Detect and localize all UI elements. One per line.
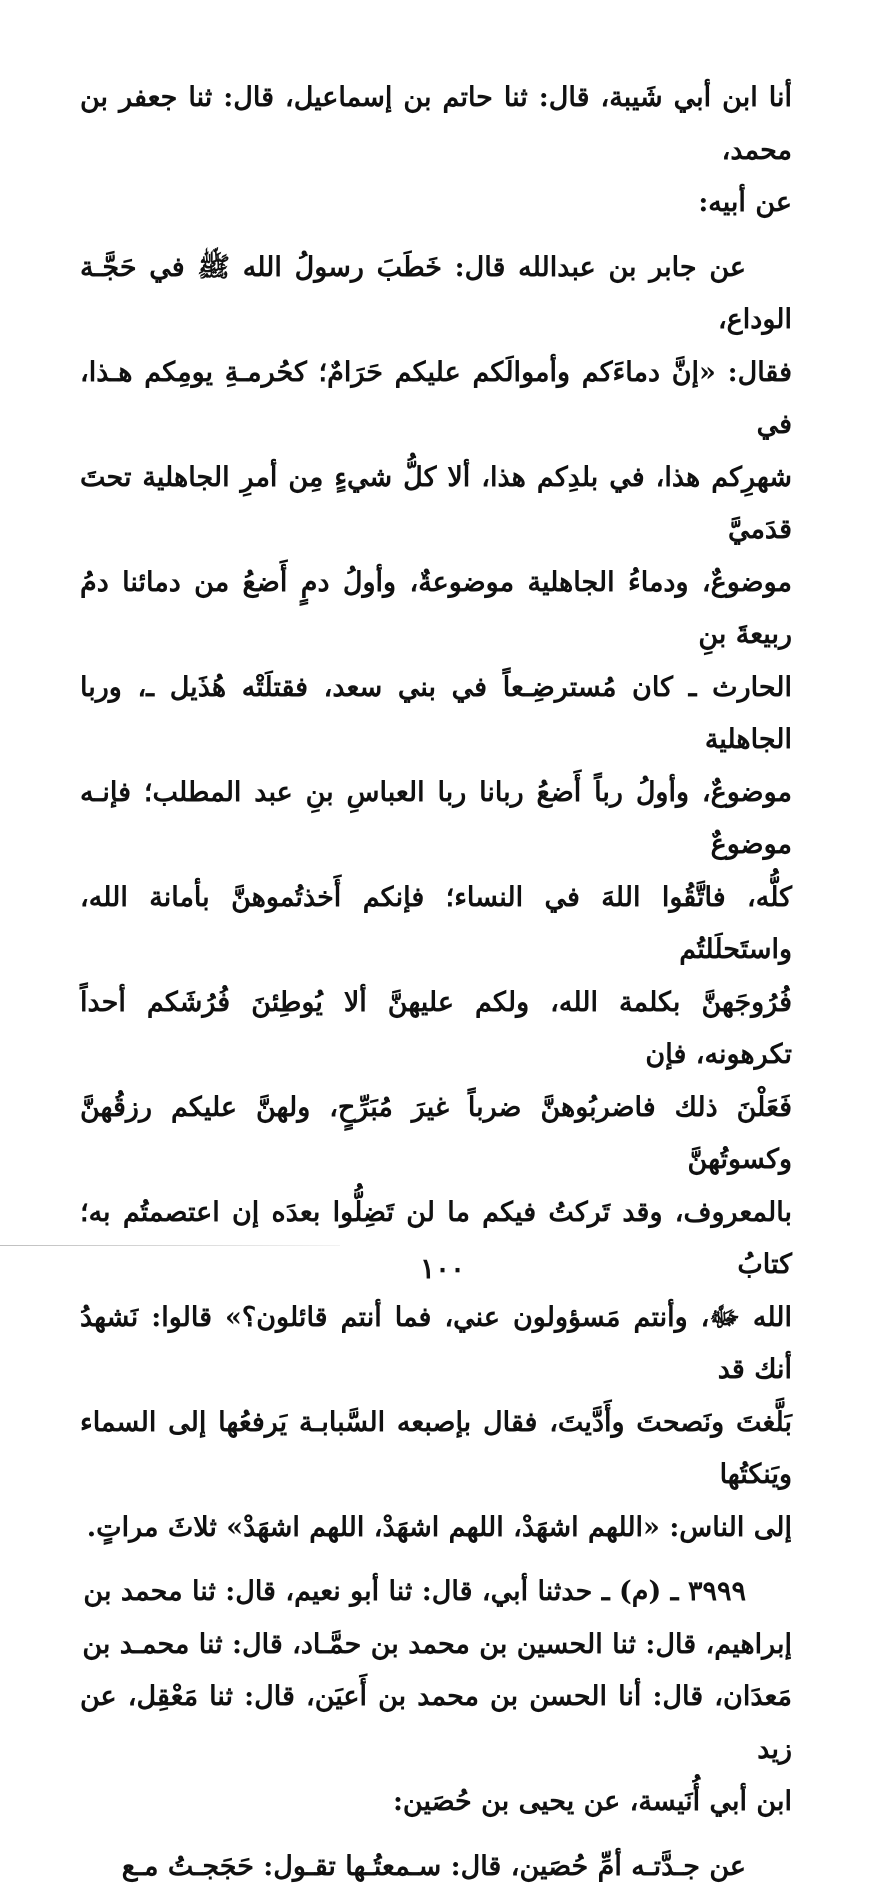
hadith-3999-paragraph <box>80 1566 792 1829</box>
hadith-number: ٣٩٩٩ <box>688 1576 746 1607</box>
hadith-text-paragraph: عن جابر بن عبدالله قال: خَطَبَ رسولُ الله ﷺ في حَجَّـة الوداع، فقال: «إنَّ دماءَكم وأموالَكم عليكم حَرَامٌ؛ كحُرمـةِ يومِكم هـذا، في شهرِكم هذا، في بلدِكم هذا، ألا كلُّ شيءٍ مِن أمرِ الجاهلية تحتَ قدَميَّ موضوعٌ، ودماءُ الجاهلية موضوعةٌ، وأولُ دمٍ أَضعُ من دمائنا دمُ ربيعةَ بنِ الحارث ـ كان مُسترضِـعاً في بني سعد، فقتلَتْه هُذَيل ـ، وربا الجاهلية موضوعٌ، وأولُ رباً أَضعُ ربانا ربا العباسِ بنِ عبد المطلب؛ فإنـه موضوعٌ كلُّه، فاتَّقُوا اللهَ في النساء؛ فإنكم أَخذتُموهنَّ بأمانة الله، واستَحلَلتُم فُرُوجَهنَّ بكلمة الله، ولكم عليهنَّ ألا يُوطِئنَ فُرُشَكم أحداً تكرهونه، فإن فَعَلْنَ ذلك فاضربُوهنَّ ضرباً غيرَ مُبَرِّحٍ، ولهنَّ عليكم رزقُهنَّ وكسوتُهنَّ بالمعروف، وقد تَركتُ فيكم ما لن تَضِلُّوا بعدَه إن اعتصمتُم به؛ كتابُ الله ﷻ، وأنتم مَسؤولون عني، فما أنتم قائلون؟» قالوا: نَشهدُ أنك قد بَلَّغتَ ونَصحتَ وأَدَّيتَ، فقال بإصبعه السَّبابـة يَرفعُها إلى السماء ويَنكتُها إلى الناس: «اللهم اشهَدْ، اللهم اشهَدْ، اللهم اشهَدْ» ثلاثَ مراتٍ. <box>80 242 792 1555</box>
isnad-paragraph: أنا ابن أبي شَيبة، قال: ثنا حاتم بن إسماعيل، قال: ثنا جعفر بن محمد، عن أبيه: <box>80 72 792 230</box>
main-text <box>80 72 792 1893</box>
hadith-3999-text: ـ (م) ـ حدثنا أبي، قال: ثنا أبو نعيم، قال: ثنا محمد بن إبراهيم، قال: ثنا الحسين بن محمد بن حمَّـاد، قال: ثنا محمـد بن مَعدَان، قال: أنا الحسن بن محمد بن أَعيَن، قال: ثنا مَعْقِل، عن زيد ابن أبي أُنَيسة، عن يحيى بن حُصَين: <box>80 1576 792 1817</box>
narration-start-paragraph: عن جـدَّتـه أمِّ حُصَين، قال: سـمعتُـها تقـول: حَجَجـتُ مـع <box>80 1841 792 1893</box>
scan-artifact-line <box>0 1245 340 1246</box>
page-number: ١٠٠ <box>0 1252 885 1285</box>
